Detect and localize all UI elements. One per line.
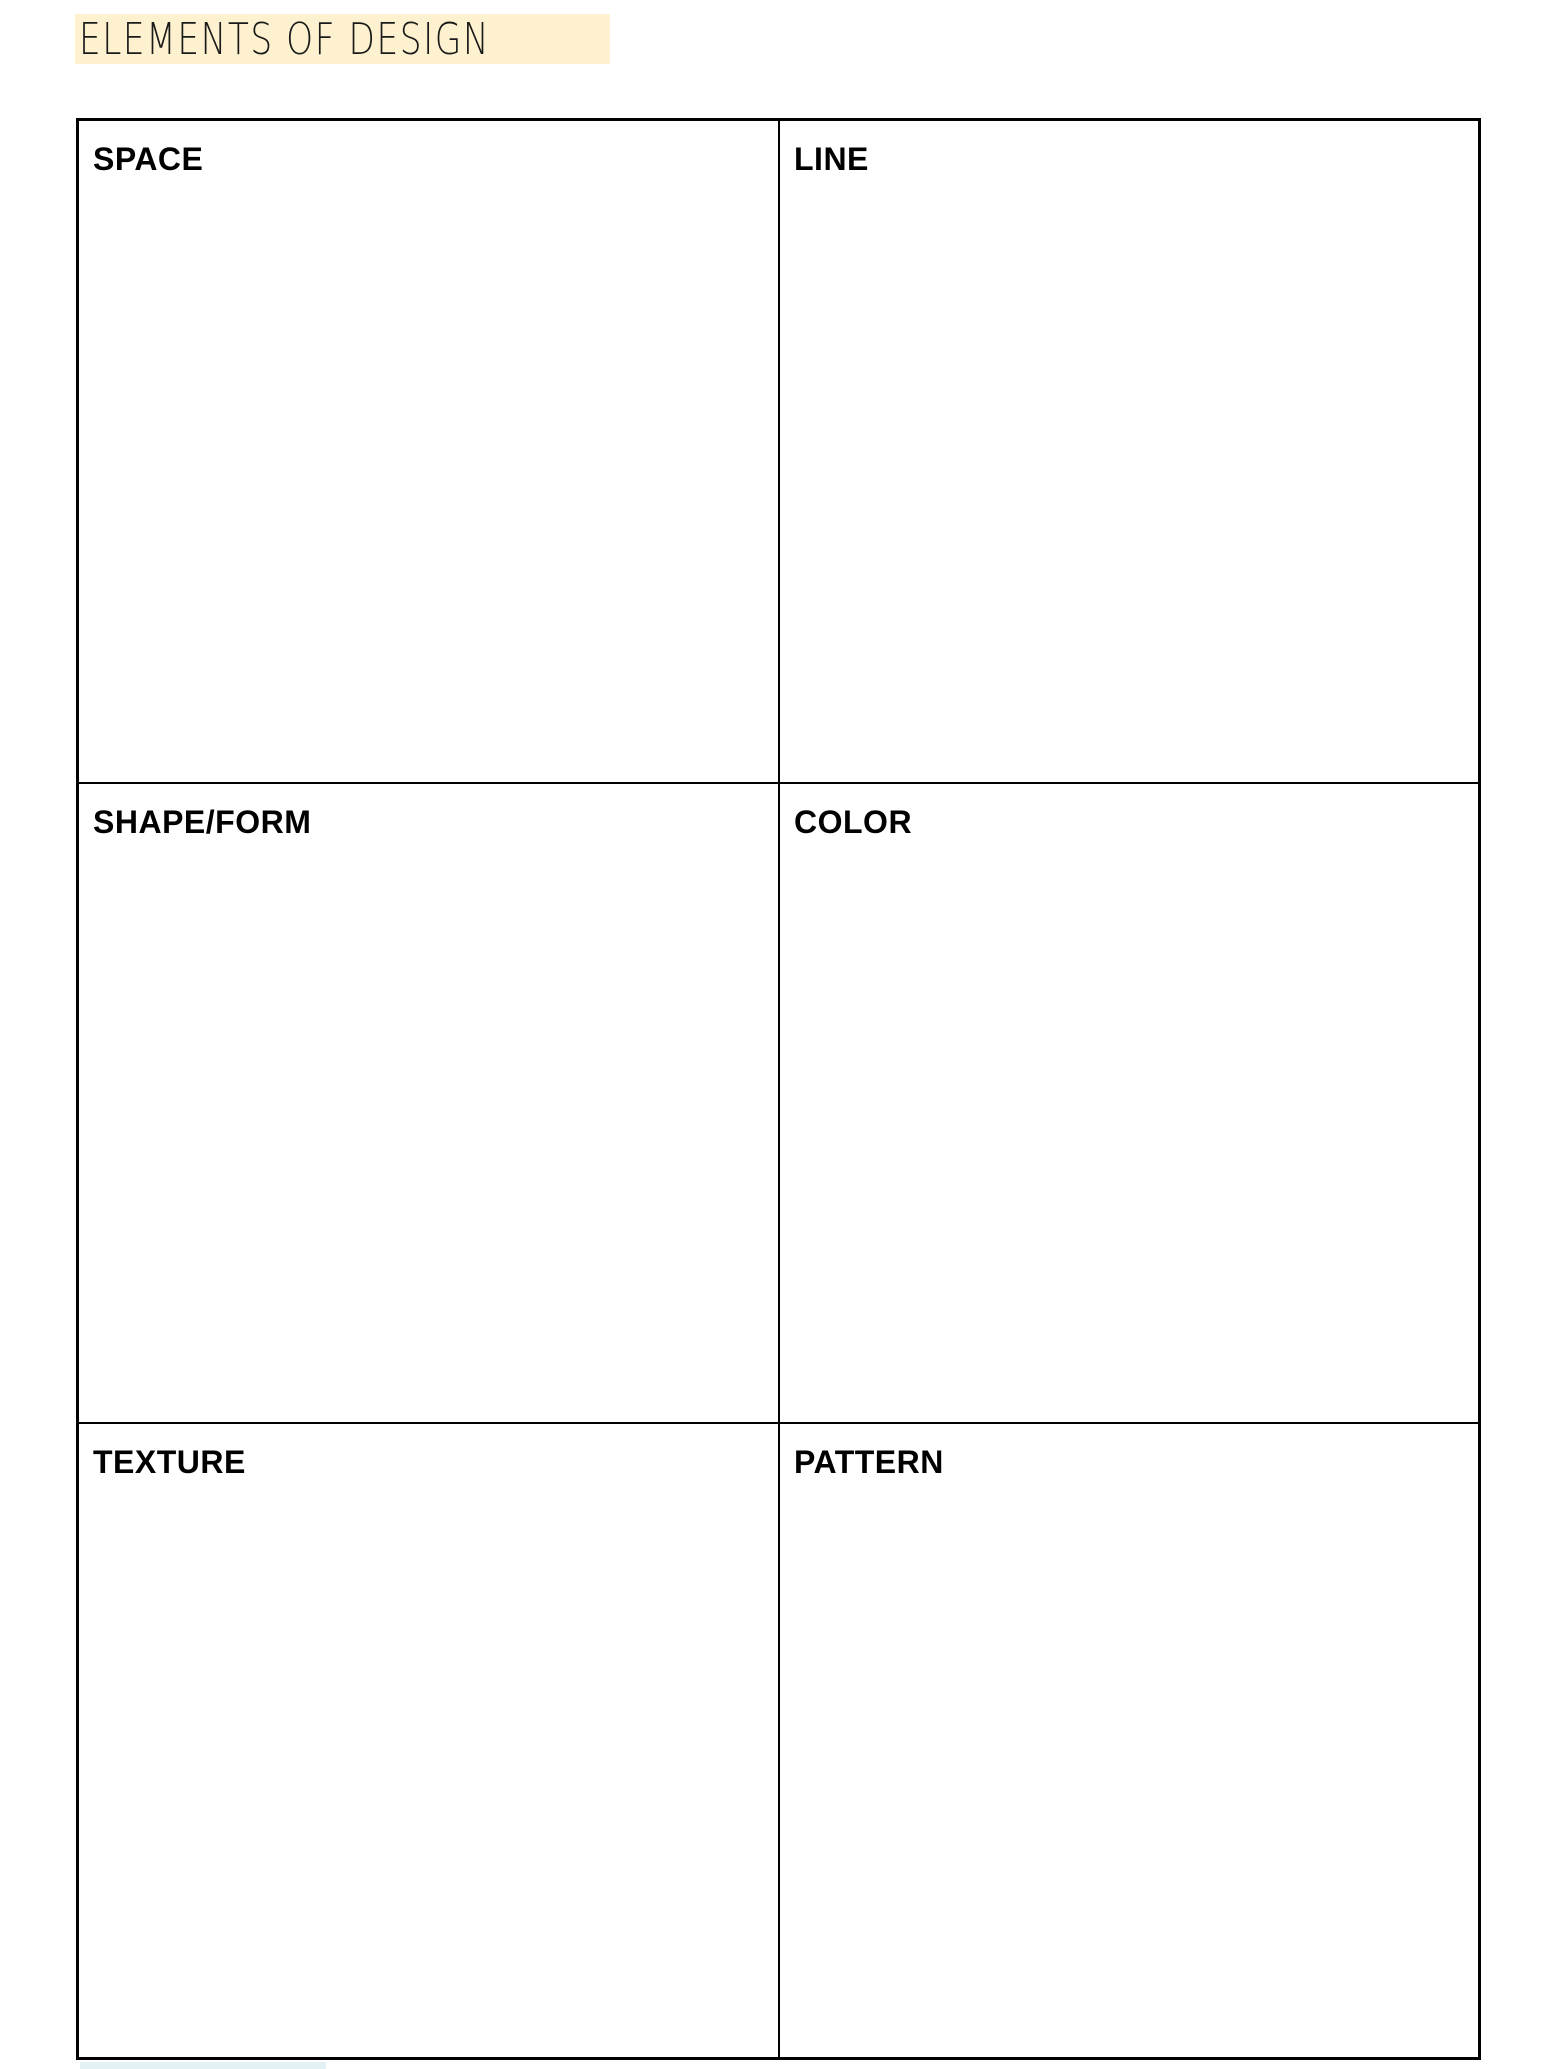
texture-label: TEXTURE [93,1444,246,1480]
line-label: LINE [794,141,869,177]
space-cell[interactable] [79,121,780,784]
page-title-text: ELEMENTS OF DESIGN [79,13,491,65]
shape-form-cell[interactable] [79,784,780,1424]
pattern-cell[interactable] [780,1424,1478,2057]
color-label: COLOR [794,804,913,840]
space-label: SPACE [93,141,204,177]
pattern-label: PATTERN [794,1444,944,1480]
elements-table [76,118,1481,2060]
line-cell[interactable] [780,121,1478,784]
shape-form-label: SHAPE/FORM [93,804,312,840]
page-bottom-strip [80,2062,326,2069]
page-title [75,14,610,64]
color-cell[interactable] [780,784,1478,1424]
texture-cell[interactable] [79,1424,780,2057]
